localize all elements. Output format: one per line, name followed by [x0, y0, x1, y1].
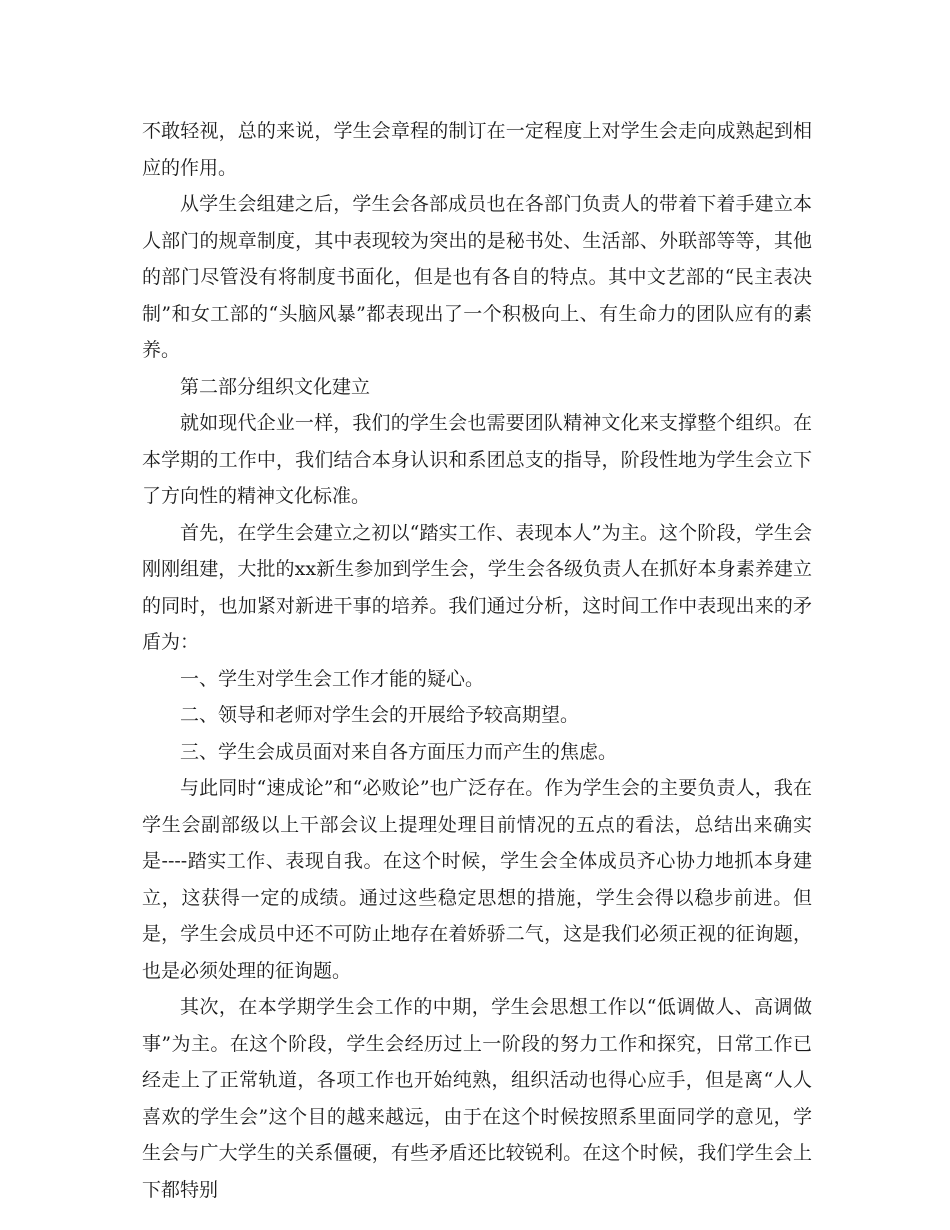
list-item-3: 三、学生会成员面对来自各方面压力而产生的焦虑。: [180, 740, 618, 763]
list-item-2: 二、领导和老师对学生会的开展给予较高期望。: [180, 704, 580, 726]
paragraph-continuation: 不敢轻视，总的来说，学生会章程的制订在一定程度上对学生会走向成熟起到相应的作用。: [142, 120, 812, 179]
paragraph-team-culture: 就如现代企业一样，我们的学生会也需要团队精神文化来支撑整个组织。在本学期的工作中，我们结合本身认识和系团总支的指导，阶段性地为学生会立下了方向性的精神文化标准。: [142, 412, 812, 507]
document-body: [142, 113, 812, 1208]
list-item-1: 一、学生对学生会工作才能的疑心。: [180, 667, 485, 690]
paragraph-mid-term: 其次，在本学期学生会工作的中期，学生会思想工作以“低调做人、高调做事”为主。在这个阶段，学生会经历过上一阶段的努力工作和探究，日常工作已经走上了正常轨道，各项工作也开始纯熟，组织活动也得心应手，但是离“人人喜欢的学生会”这个目的越来越远，由于在这个时候按照系里面同学的意见，学生会与广大学生的关系僵硬，有些矛盾还比较锐利。在这个时候，我们学生会上下都特别: [142, 996, 812, 1201]
section-heading: 第二部分组织文化建立: [180, 375, 371, 398]
paragraph-department-rules: 从学生会组建之后，学生会各部成员也在各部门负责人的带着下着手建立本人部门的规章制度，其中表现较为突出的是秘书处、生活部、外联部等等，其他的部门尽管没有将制度书面化，但是也有各自的特点。其中文艺部的“民主表决制”和女工部的“头脑风暴”都表现出了一个积极向上、有生命力的团队应有的素养。: [142, 193, 812, 361]
paragraph-first-stage: 首先，在学生会建立之初以“踏实工作、表现本人”为主。这个阶段，学生会刚刚组建，大批的xx新生参加到学生会，学生会各级负责人在抓好本身素养建立的同时，也加紧对新进干事的培养。我们通过分析，这时间工作中表现出来的矛盾为：: [142, 521, 812, 653]
paragraph-theories: 与此同时“速成论”和“必败论”也广泛存在。作为学生会的主要负责人，我在学生会副部级以上干部会议上提理处理目前情况的五点的看法，总结出来确实是----踏实工作、表现自我。在这个时候，学生会全体成员齐心协力地抓本身建立，这获得一定的成绩。通过这些稳定思想的措施，学生会得以稳步前进。但是，学生会成员中还不可防止地存在着娇骄二气，这是我们必须正视的征询题，也是必须处理的征询题。: [142, 777, 812, 982]
